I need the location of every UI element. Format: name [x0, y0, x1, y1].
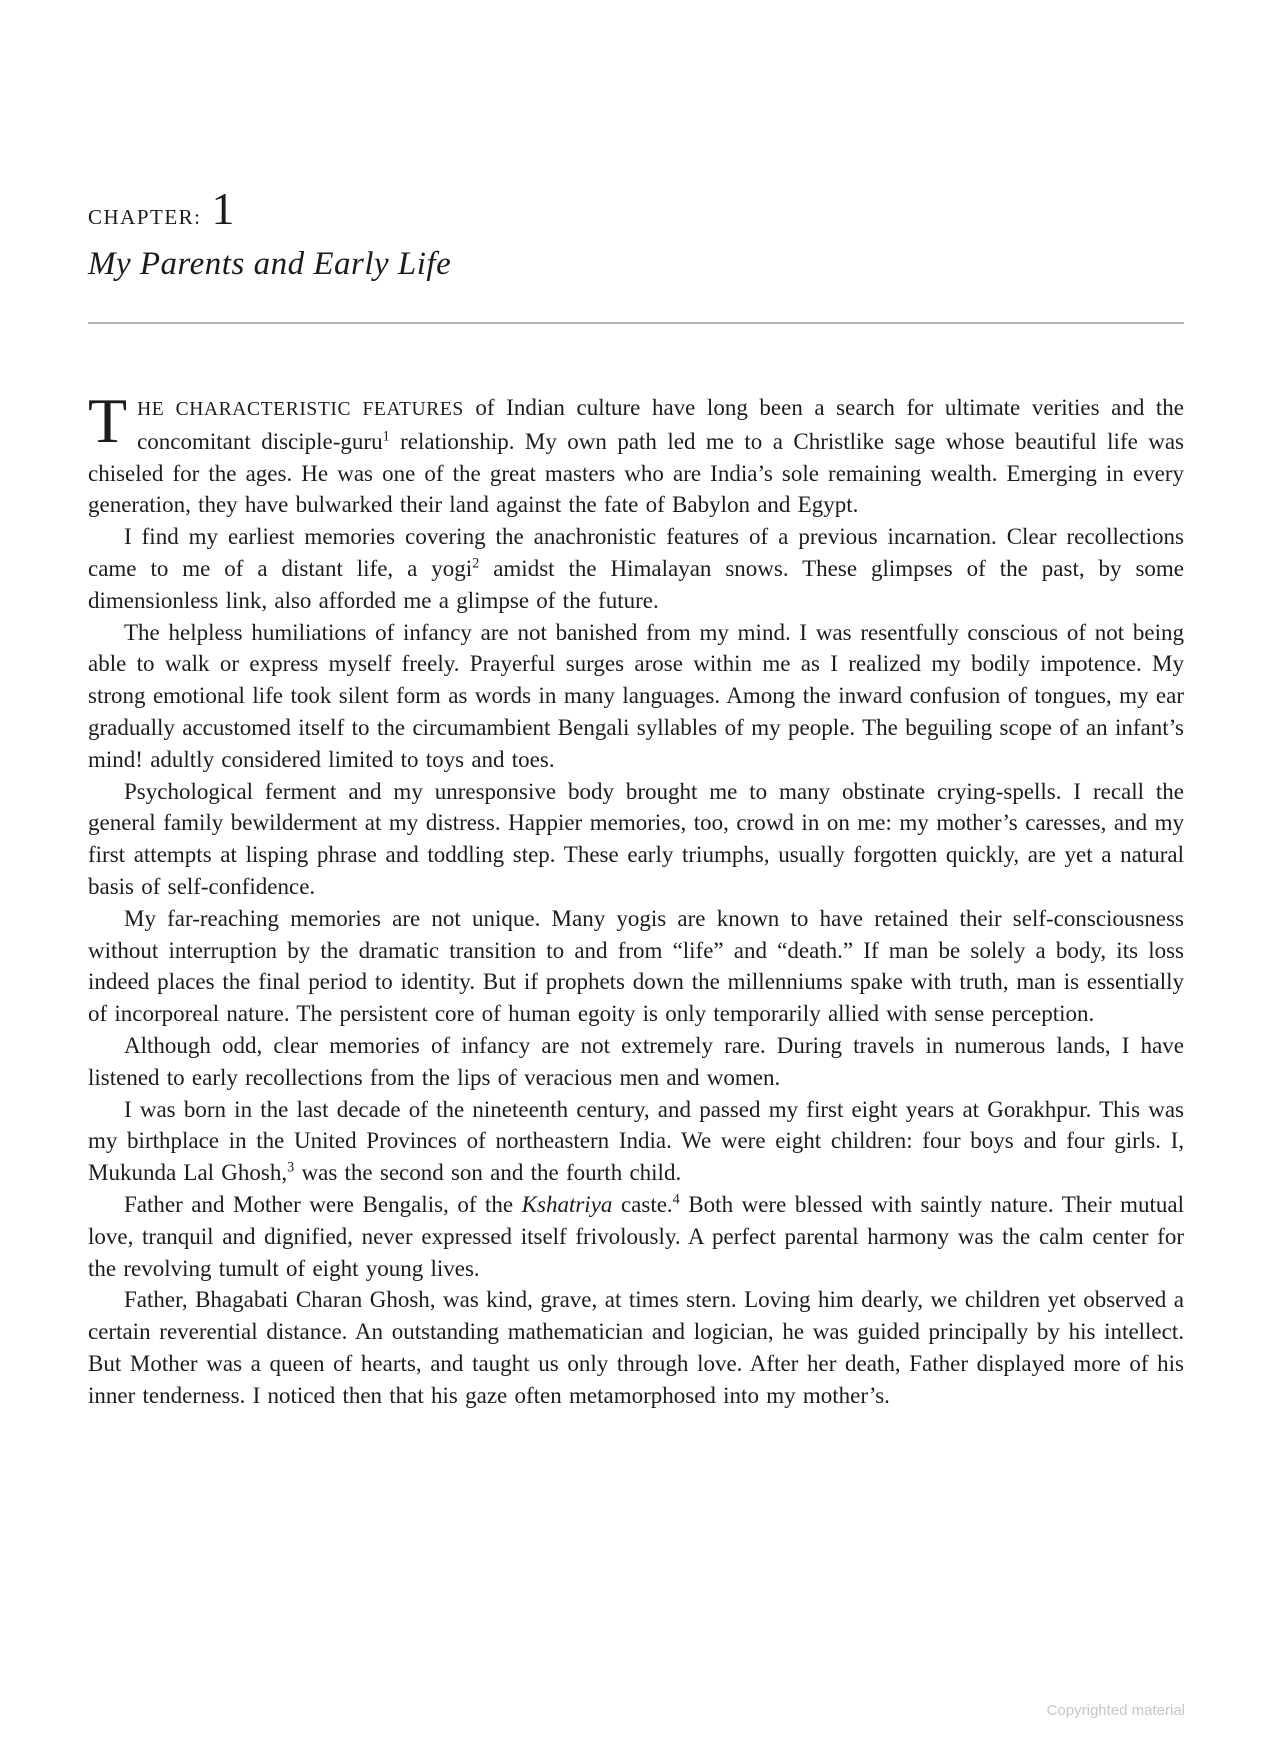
text-segment: relationship. My own path led me to a Christlike sage whose beautiful life was chiseled for the ages. He was one of the great masters who are India’s sole remaining wealth. Emerging in every generation, they have bulwarked their land against the fate of Babylon and Egypt.	[88, 428, 1185, 518]
paragraph	[88, 617, 1184, 776]
chapter-number: 1	[211, 183, 235, 234]
footnote-marker: 1	[382, 428, 390, 445]
text-segment: was the second son and the fourth child.	[294, 1160, 682, 1186]
chapter-label: CHAPTER:	[88, 205, 202, 229]
watermark-text: Copyrighted material	[1046, 1702, 1185, 1719]
chapter-title: My Parents and Early Life	[88, 246, 452, 282]
text-segment: of Indian culture have long been a search for ultimate verities and the concomitant disciple-guru	[137, 395, 1184, 454]
paragraph	[88, 385, 1185, 521]
paragraph	[88, 1189, 1184, 1284]
text-segment: Psychological ferment and my unresponsive body brought me to many obstinate crying-spells. I recall the general family bewilderment at my distress. Happier memories, too, crowd in on me: my mother’s caresses, and my first attempts at lisping phrase and toddling step. These early triumphs, usually forgotten quickly, are yet a natural basis of self-confidence.	[88, 778, 1184, 899]
text-segment: Father and Mother were Bengalis, of the	[124, 1191, 522, 1217]
divider-rule	[88, 322, 1184, 324]
footnote-marker: 3	[287, 1159, 295, 1176]
body-text	[88, 385, 1185, 1412]
text-segment: HE CHARACTERISTIC FEATURES	[137, 399, 464, 420]
text-segment: caste.	[612, 1191, 673, 1217]
paragraph	[88, 1284, 1184, 1411]
paragraph	[88, 521, 1184, 616]
footnote-marker: 4	[672, 1191, 680, 1208]
paragraph	[88, 1094, 1184, 1189]
drop-cap: T	[88, 385, 128, 456]
chapter-line	[88, 183, 1184, 234]
text-segment: I find my earliest memories covering the anachronistic features of a previous incarnation. Clear recollections came to me of a distant life, a yogi	[88, 524, 1184, 581]
text-segment: I was born in the last decade of the nineteenth century, and passed my first eight years at Gorakhpur. This was my birthplace in the United Provinces of northeastern India. We were eight children: four boys and four girls. I, Mukunda Lal Ghosh,	[88, 1096, 1184, 1186]
text-segment: The helpless humiliations of infancy are not banished from my mind. I was resentfully conscious of not being able to walk or express myself freely. Prayerful surges arose within me as I realized my bodily impotence. My strong emotional life took silent form as words in many languages. Among the inward confusion of tongues, my ear gradually accustomed itself to the circumambient Bengali syllables of my people. The beguiling scope of an infant’s mind! adultly considered limited to toys and toes.	[88, 619, 1184, 772]
text-segment: Although odd, clear memories of infancy are not extremely rare. During travels in numerous lands, I have listened to early recollections from the lips of veracious men and women.	[88, 1032, 1184, 1090]
paragraph	[88, 776, 1184, 903]
text-segment: Both were blessed with saintly nature. Their mutual love, tranquil and dignified, never expressed itself frivolously. A perfect parental harmony was the calm center for the revolving tumult of eight young lives.	[88, 1191, 1184, 1281]
chapter-heading	[88, 183, 1184, 283]
footnote-marker: 2	[472, 555, 480, 572]
text-segment: My far-reaching memories are not unique. Many yogis are known to have retained their self-consciousness without interruption by the dramatic transition to and from “life” and “death.” If man be solely a body, its loss indeed places the final period to identity. But if prophets down the millenniums spake with truth, man is essentially of incorporeal nature. The persistent core of human egoity is only temporarily allied with sense perception.	[88, 905, 1184, 1027]
text-segment: Father, Bhagabati Charan Ghosh, was kind, grave, at times stern. Loving him dearly, we children yet observed a certain reverential distance. An outstanding mathematician and logician, he was guided principally by his intellect. But Mother was a queen of hearts, and taught us only through love. After her death, Father displayed more of his inner tenderness. I noticed then that his gaze often metamorphosed into my mother’s.	[88, 1287, 1184, 1408]
text-segment: amidst the Himalayan snows. These glimpses of the past, by some dimensionless link, also afforded me a glimpse of the future.	[88, 555, 1185, 613]
text-segment: Kshatriya	[521, 1191, 613, 1217]
paragraph	[88, 903, 1184, 1030]
paragraph	[88, 1030, 1184, 1094]
